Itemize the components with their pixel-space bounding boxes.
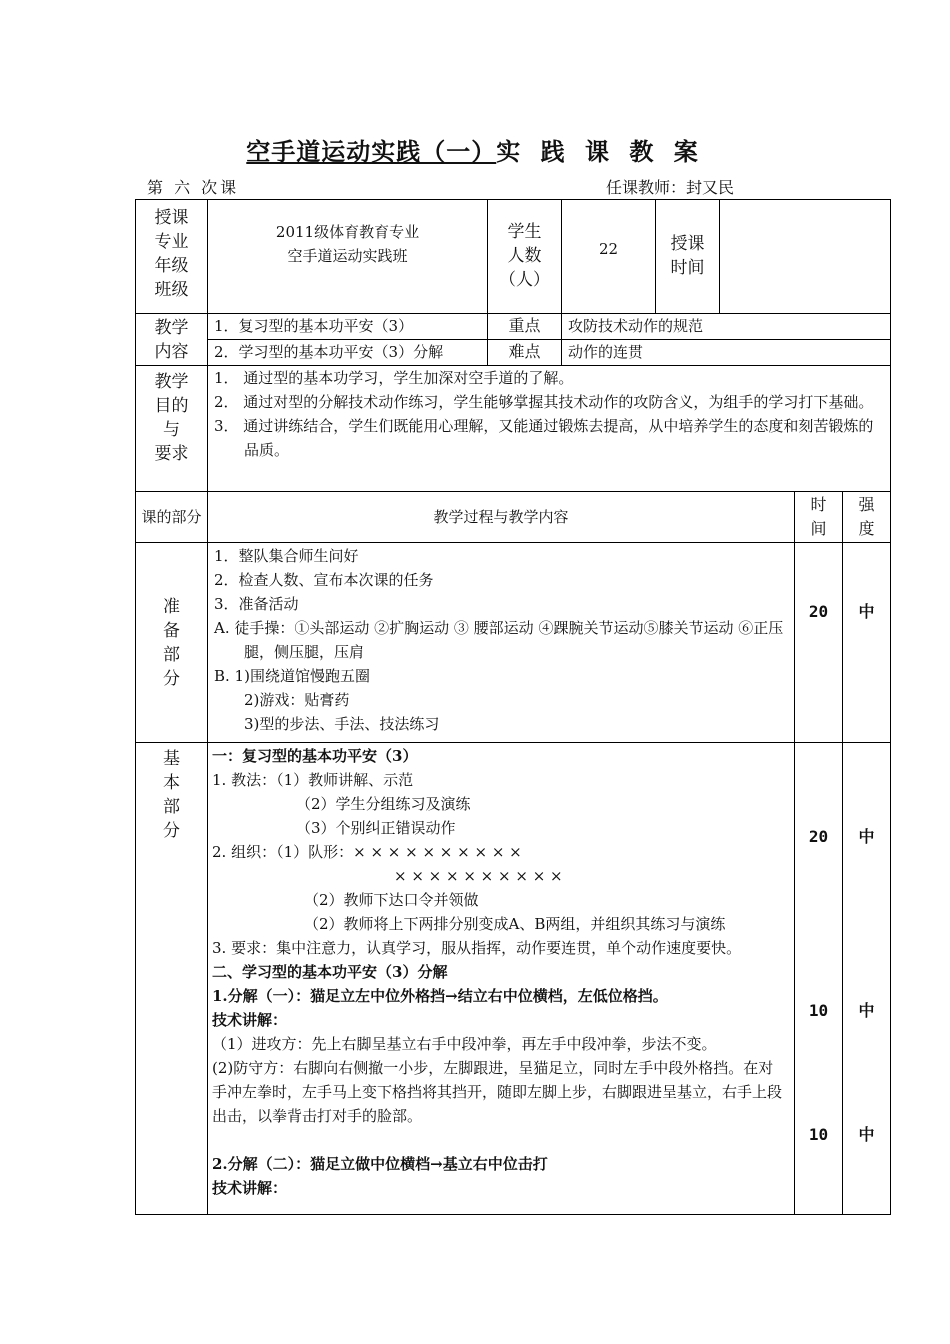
- attack-line: （1）进攻方：先上右脚呈基立右手中段冲拳，再左手中段冲拳，步法不变。: [212, 1035, 717, 1053]
- content-row-2: [136, 340, 891, 366]
- process-header-row: [136, 492, 891, 543]
- section-2-title: 二、学习型的基本功平安（3）分解: [212, 963, 448, 981]
- defense-line: (2)防守方：右脚向右侧撤一小步，左脚跟进，呈猫足立，同时左手中段外格挡。在对手冲左拳时，左手马上变下格挡将其挡开，随即左脚上步，右脚跟进呈基立，右手上段出击，以拳背击打对手的脸部。: [212, 1059, 783, 1125]
- page-title: [0, 132, 950, 167]
- time-header: 时 间: [795, 492, 843, 543]
- major-label: 授课 专业 年级 班级: [136, 200, 208, 314]
- basic-intensity-2: 中: [858, 1001, 875, 1020]
- major-value: 2011级体育教育专业 空手道运动实践班: [208, 200, 488, 314]
- organization-line: （2）教师下达口令并领做: [304, 891, 479, 909]
- students-value: 22: [562, 200, 656, 314]
- organization-line: × × × × × × × × × ×: [394, 867, 563, 885]
- decompose-1-title: 1.分解（一）：猫足立左中位外格挡→结立右中位横档，左低位格挡。: [212, 987, 668, 1005]
- teacher-name: 任课教师：封又民: [606, 178, 735, 197]
- difficulty-label: 难点: [488, 340, 562, 366]
- prep-time: 20: [795, 543, 843, 743]
- goals-list: [208, 366, 891, 492]
- content-row-1: [136, 314, 891, 340]
- prep-label: 准 备 部 分: [136, 543, 208, 743]
- method-line: （3）个别纠正错误动作: [296, 819, 456, 837]
- basic-row: [136, 743, 891, 1215]
- info-row: [136, 200, 891, 314]
- decompose-2-title: 2.分解（二）：猫足立做中位横档→基立右中位击打: [212, 1155, 548, 1173]
- students-label: 学生 人数 （人）: [488, 200, 562, 314]
- organization-line: （2）教师将上下两排分别变成A、B两组，并组织其练习与演练: [304, 915, 726, 933]
- key-value: 攻防技术动作的规范: [562, 314, 891, 340]
- goals-row: [136, 366, 891, 492]
- basic-times: [795, 743, 843, 1215]
- title-course: 空手道运动实践（一）: [246, 138, 497, 166]
- prep-line: 1．整队集合师生问好: [214, 547, 359, 565]
- intensity-header: 强 度: [843, 492, 891, 543]
- content-item-1: 1．复习型的基本功平安（3）: [208, 314, 488, 340]
- organization-line: 2. 组织：（1）队形：× × × × × × × × × ×: [212, 843, 522, 861]
- basic-time-1: 20: [808, 827, 829, 846]
- goal-item: 1． 通过型的基本功学习，学生加深对空手道的了解。: [214, 369, 574, 387]
- goal-item: 3． 通过讲练结合，学生们既能用心理解，又能通过锻炼去提高，从中培养学生的态度和刻苦锻炼的品质。: [214, 417, 874, 459]
- time-value: [720, 200, 891, 314]
- prep-row: [136, 543, 891, 743]
- part-header: 课的部分: [136, 492, 208, 543]
- content-item-2: 2．学习型的基本功平安（3）分解: [208, 340, 488, 366]
- content-label: 教学 内容: [136, 314, 208, 366]
- method-line: （2）学生分组练习及演练: [296, 795, 471, 813]
- process-header: 教学过程与教学内容: [208, 492, 795, 543]
- section-1-title: 一：复习型的基本功平安（3）: [212, 747, 418, 765]
- difficulty-value: 动作的连贯: [562, 340, 891, 366]
- key-label: 重点: [488, 314, 562, 340]
- prep-line: A. 徒手操：①头部运动 ②扩胸运动 ③ 腰部运动 ④踝腕关节运动⑤膝关节运动 ⑥正压腿，侧压腿，压肩: [214, 619, 784, 661]
- prep-content: [208, 543, 795, 743]
- prep-line: B. 1)围绕道馆慢跑五圈: [214, 667, 370, 685]
- time-label: 授课 时间: [656, 200, 720, 314]
- lesson-plan-table: [135, 199, 891, 1215]
- goal-item: 2． 通过对型的分解技术动作练习，学生能够掌握其技术动作的攻防含义，为组手的学习打下基础。: [214, 393, 874, 411]
- tech-label: 技术讲解：: [212, 1011, 288, 1029]
- title-plan: 实 践 课 教 案: [496, 138, 704, 166]
- prep-line: 3)型的步法、手法、技法练习: [244, 715, 440, 733]
- requirement-line: 3. 要求：集中注意力，认真学习，服从指挥，动作要连贯，单个动作速度要快。: [212, 939, 742, 957]
- basic-time-3: 10: [808, 1125, 829, 1144]
- method-line: 1. 教法：（1）教师讲解、示范: [212, 771, 414, 789]
- basic-time-2: 10: [808, 1001, 829, 1020]
- basic-label: 基 本 部 分: [136, 743, 208, 1215]
- prep-intensity: 中: [843, 543, 891, 743]
- basic-intensity-1: 中: [858, 827, 875, 846]
- goals-label: 教学 目的 与 要求: [136, 366, 208, 492]
- basic-intensity-3: 中: [858, 1125, 875, 1144]
- basic-content: [208, 743, 795, 1215]
- tech-label-2: 技术讲解：: [212, 1179, 288, 1197]
- prep-line: 2)游戏：贴膏药: [244, 691, 350, 709]
- basic-intensities: [843, 743, 891, 1215]
- prep-line: 3．准备活动: [214, 595, 299, 613]
- lesson-number: 第 六 次课: [147, 178, 240, 197]
- prep-line: 2．检查人数、宣布本次课的任务: [214, 571, 434, 589]
